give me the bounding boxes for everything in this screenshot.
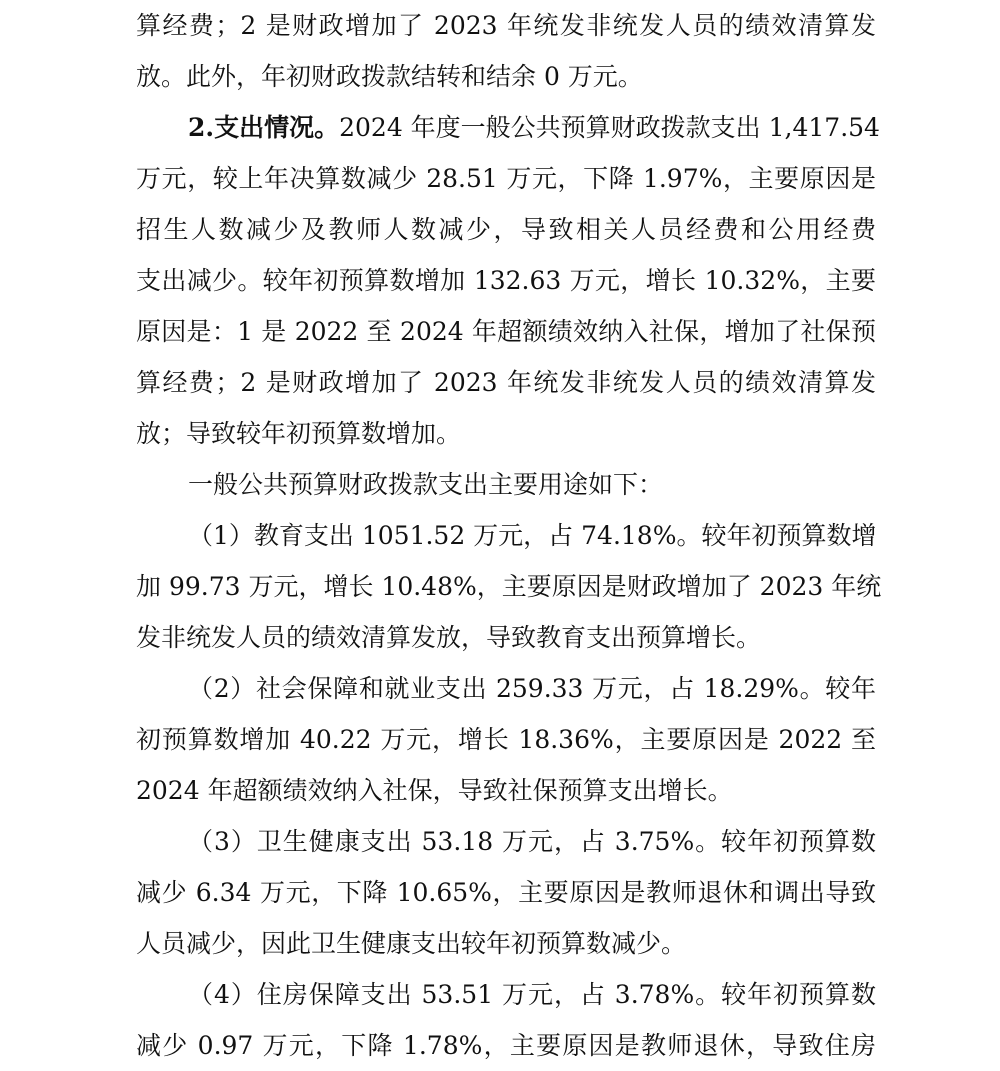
paragraph-uses-intro (136, 459, 876, 510)
text-line: 支出减少。较年初预算数增加 132.63 万元，增长 10.32%，主要 (136, 266, 876, 295)
text-line: （1）教育支出 1051.52 万元，占 74.18%。较年初预算数增 (188, 521, 877, 550)
text-line: 招生人数减少及教师人数减少，导致相关人员经费和公用经费 (136, 215, 876, 244)
text-line: 算经费；2 是财政增加了 2023 年统发非统发人员的绩效清算发 (136, 368, 876, 397)
text-line: （3）卫生健康支出 53.18 万元，占 3.75%。较年初预算数 (188, 827, 876, 856)
text-line: 原因是：1 是 2022 至 2024 年超额绩效纳入社保，增加了社保预 (136, 317, 876, 346)
text-line: （4）住房保障支出 53.51 万元，占 3.78%。较年初预算数 (188, 980, 876, 1009)
text-line: （2）社会保障和就业支出 259.33 万元，占 18.29%。较年 (188, 674, 876, 703)
text-line: 减少 6.34 万元，下降 10.65%，主要原因是教师退休和调出导致 (136, 878, 876, 907)
paragraph-revenue-tail (136, 0, 876, 102)
text-line: 加 99.73 万元，增长 10.48%，主要原因是财政增加了 2023 年统 (136, 572, 882, 601)
text-line-body: 2024 年度一般公共预算财政拨款支出 1,417.54 (339, 113, 880, 142)
text-line: 初预算数增加 40.22 万元，增长 18.36%，主要原因是 2022 至 (136, 725, 876, 754)
text-line: 万元，较上年决算数减少 28.51 万元，下降 1.97%，主要原因是 (136, 164, 876, 193)
text-line: 放；导致较年初预算数增加。 (136, 419, 462, 448)
text-line: 算经费；2 是财政增加了 2023 年统发非统发人员的绩效清算发 (136, 11, 876, 40)
text-line: 减少 0.97 万元，下降 1.78%，主要原因是教师退休，导致住房 (136, 1031, 876, 1060)
section-heading: 2.支出情况。 (188, 113, 340, 142)
text-line (136, 102, 880, 153)
text-line: 2024 年超额绩效纳入社保，导致社保预算支出增长。 (136, 776, 733, 805)
text-line: 一般公共预算财政拨款支出主要用途如下： (188, 470, 664, 499)
text-line: 人员减少，因此卫生健康支出较年初预算数减少。 (136, 929, 687, 958)
paragraph-health (136, 816, 876, 969)
paragraph-social-security (136, 663, 876, 816)
paragraph-education (136, 510, 882, 663)
paragraph-expenditure (136, 102, 880, 459)
text-line: 放。此外，年初财政拨款结转和结余 0 万元。 (136, 62, 643, 91)
document-page (136, 0, 882, 1071)
text-line: 发非统发人员的绩效清算发放，导致教育支出预算增长。 (136, 623, 762, 652)
